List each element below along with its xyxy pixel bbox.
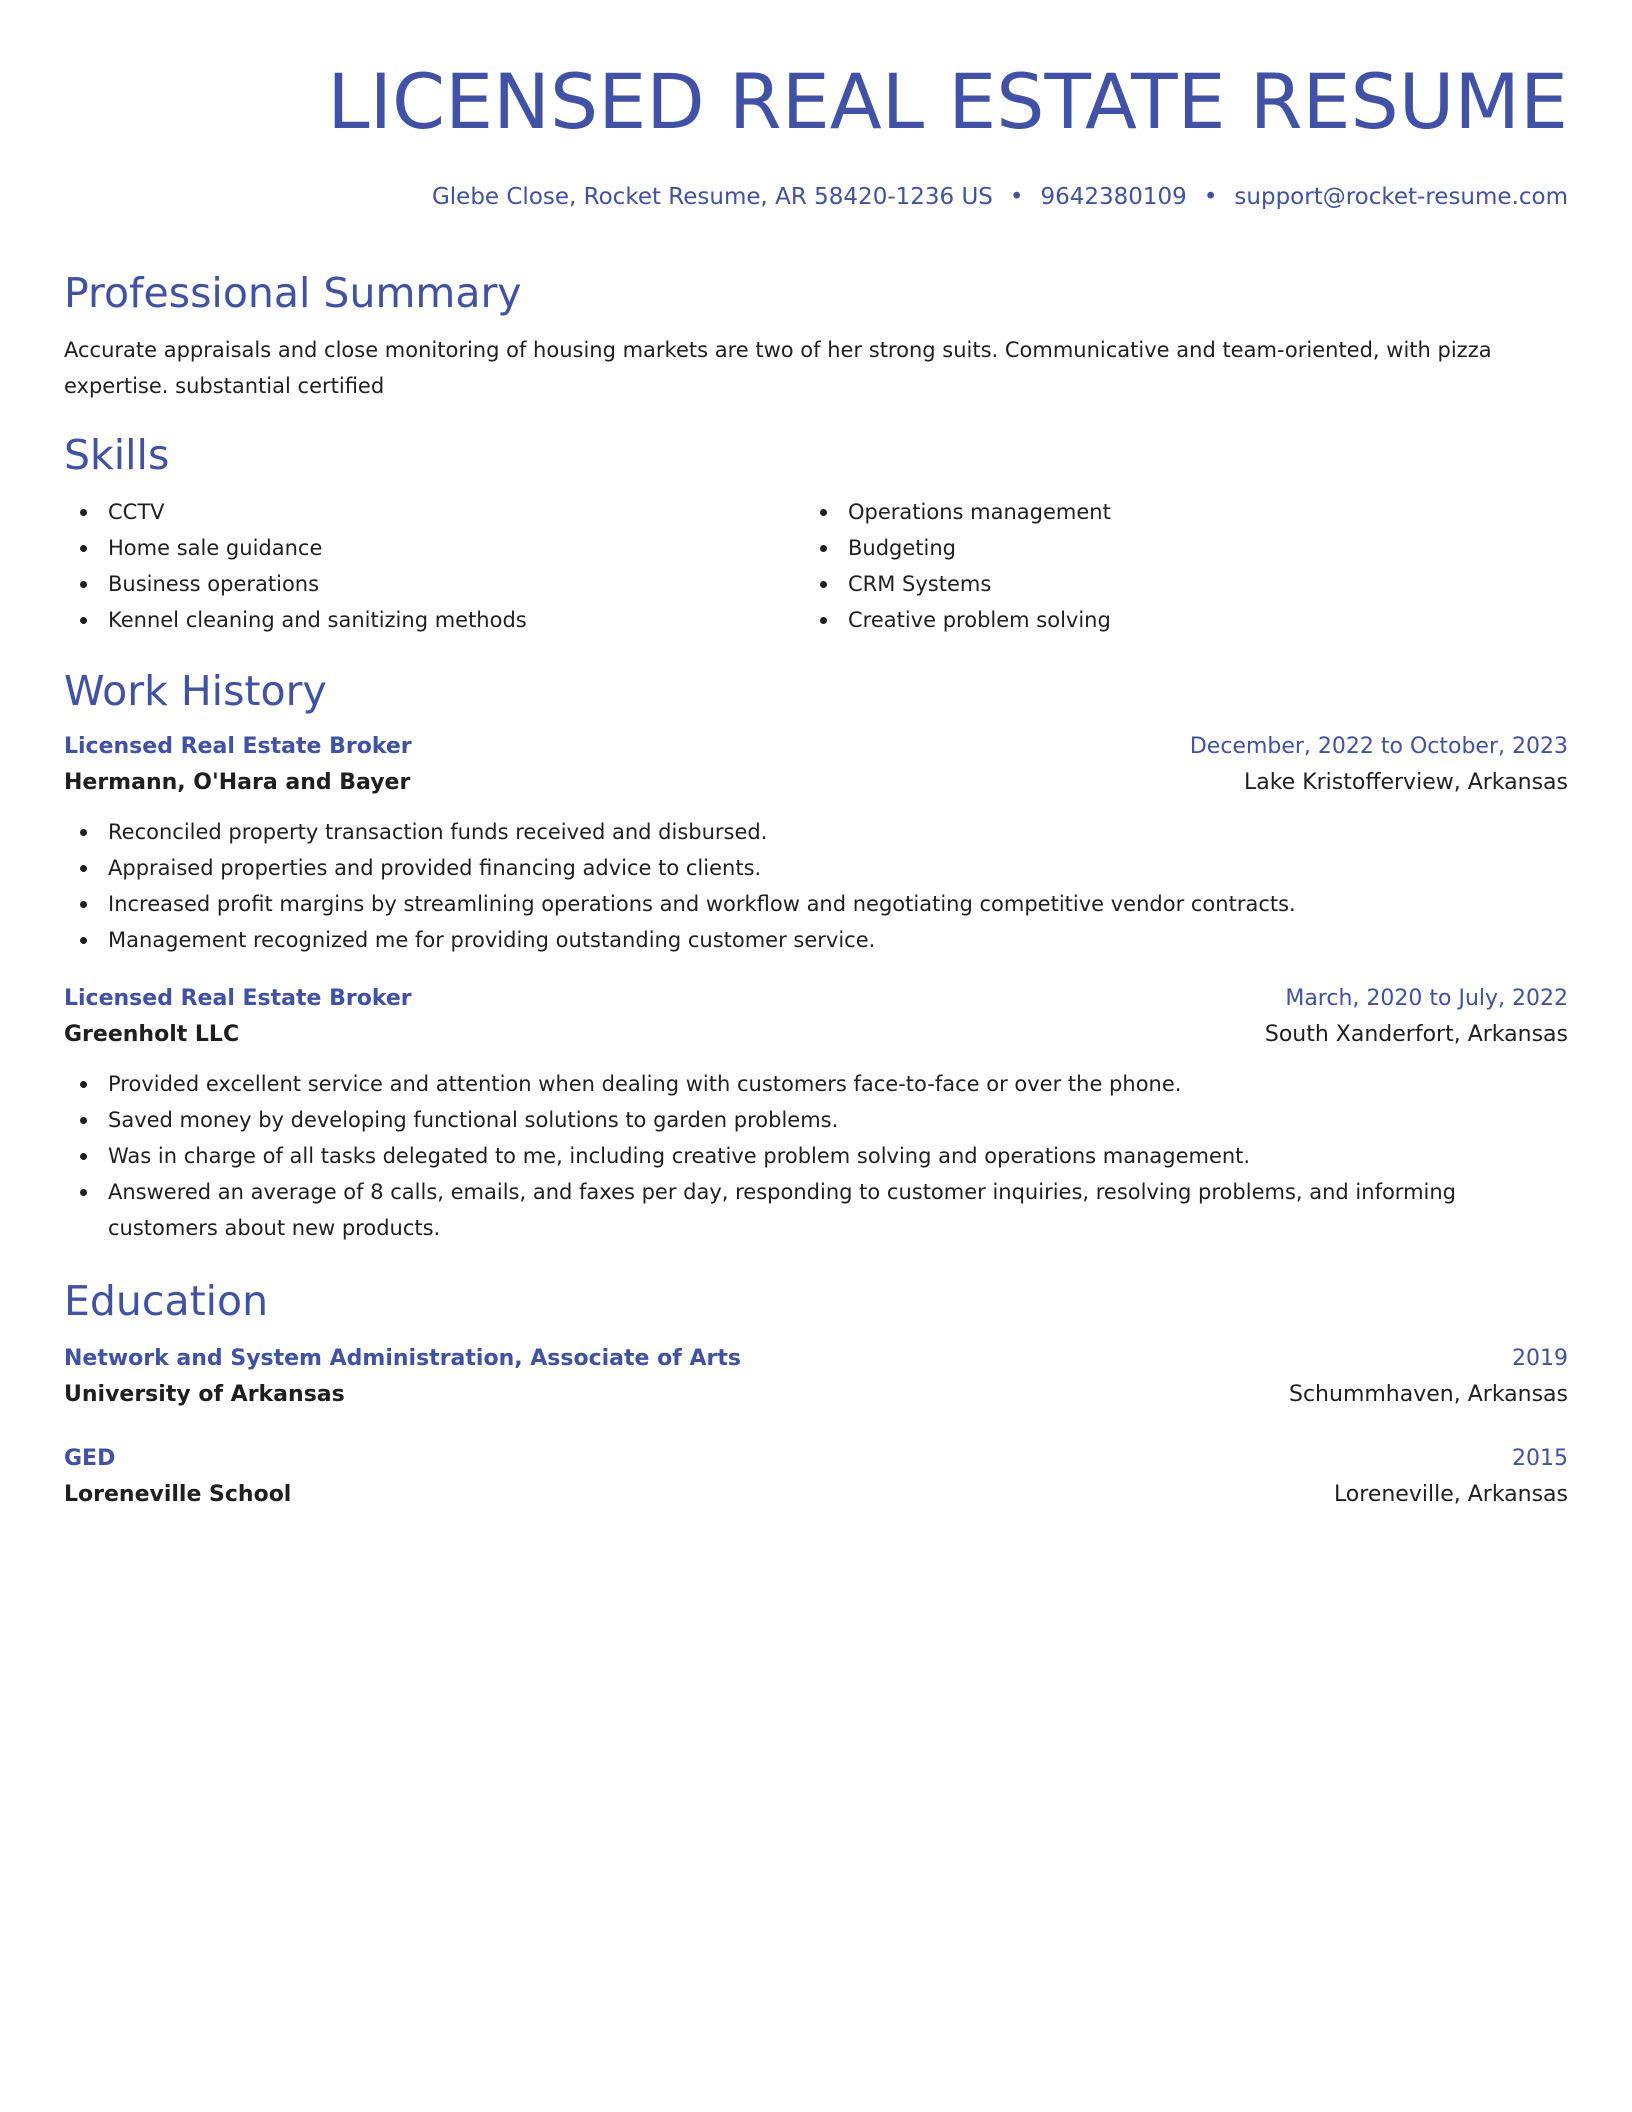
school-name: University of Arkansas bbox=[64, 1382, 345, 1407]
education-school-row bbox=[64, 1476, 1568, 1514]
graduation-year: 2019 bbox=[1512, 1346, 1568, 1371]
job-employer-row bbox=[64, 1016, 1568, 1054]
skill-item: Business operations bbox=[64, 566, 804, 602]
school-name: Loreneville School bbox=[64, 1482, 292, 1507]
graduation-year: 2015 bbox=[1512, 1446, 1568, 1471]
education-heading: Education bbox=[64, 1277, 269, 1325]
job-bullet: Management recognized me for providing outstanding customer service. bbox=[64, 922, 1568, 958]
job-entry bbox=[64, 982, 1568, 1246]
job-bullet: Answered an average of 8 calls, emails, and faxes per day, responding to customer inquiries, resolving problems, and informing customers about new products. bbox=[64, 1174, 1568, 1246]
job-bullet: Was in charge of all tasks delegated to me, including creative problem solving and operations management. bbox=[64, 1138, 1568, 1174]
job-header-row bbox=[64, 730, 1568, 764]
job-title: Licensed Real Estate Broker bbox=[64, 734, 412, 759]
employer-name: Greenholt LLC bbox=[64, 1022, 240, 1047]
skill-item: Home sale guidance bbox=[64, 530, 804, 566]
summary-text: Accurate appraisals and close monitoring of housing markets are two of her strong suits. Communicative and team-oriented, with pizza expertise. substantial certified bbox=[64, 338, 1492, 398]
skill-item: Creative problem solving bbox=[804, 602, 1544, 638]
school-location: Schummhaven, Arkansas bbox=[1289, 1382, 1568, 1407]
education-header-row bbox=[64, 1342, 1568, 1376]
skills-column-left bbox=[64, 494, 804, 638]
job-dates: March, 2020 to July, 2022 bbox=[1285, 986, 1568, 1011]
degree-title: Network and System Administration, Associate of Arts bbox=[64, 1346, 741, 1371]
contact-line bbox=[64, 182, 1568, 212]
job-title: Licensed Real Estate Broker bbox=[64, 986, 412, 1011]
degree-title: GED bbox=[64, 1446, 116, 1471]
job-bullet: Saved money by developing functional solutions to garden problems. bbox=[64, 1102, 1568, 1138]
skill-item: Operations management bbox=[804, 494, 1544, 530]
address: Glebe Close, Rocket Resume, AR 58420-1236 US bbox=[431, 184, 993, 210]
job-location: Lake Kristofferview, Arkansas bbox=[1243, 770, 1568, 795]
job-location: South Xanderfort, Arkansas bbox=[1264, 1022, 1568, 1047]
separator-dot: • bbox=[1203, 184, 1218, 210]
skill-item: CRM Systems bbox=[804, 566, 1544, 602]
job-employer-row bbox=[64, 764, 1568, 802]
job-dates: December, 2022 to October, 2023 bbox=[1189, 734, 1568, 759]
education-entry bbox=[64, 1442, 1568, 1514]
skills-list bbox=[64, 494, 1568, 638]
phone: 9642380109 bbox=[1040, 184, 1187, 210]
skill-item: Budgeting bbox=[804, 530, 1544, 566]
job-bullet: Reconciled property transaction funds received and disbursed. bbox=[64, 814, 1568, 850]
skills-heading: Skills bbox=[64, 431, 170, 479]
job-bullet: Appraised properties and provided financing advice to clients. bbox=[64, 850, 1568, 886]
skill-item: CCTV bbox=[64, 494, 804, 530]
skills-column-right bbox=[804, 494, 1544, 638]
job-header-row bbox=[64, 982, 1568, 1016]
separator-dot: • bbox=[1009, 184, 1024, 210]
education-school-row bbox=[64, 1376, 1568, 1414]
school-location: Loreneville, Arkansas bbox=[1333, 1482, 1568, 1507]
job-bullet: Provided excellent service and attention when dealing with customers face-to-face or over the phone. bbox=[64, 1066, 1568, 1102]
email: support@rocket-resume.com bbox=[1234, 184, 1568, 210]
job-bullets bbox=[64, 814, 1568, 958]
job-bullet: Increased profit margins by streamlining operations and workflow and negotiating competitive vendor contracts. bbox=[64, 886, 1568, 922]
resume-title: LICENSED REAL ESTATE RESUME bbox=[327, 57, 1568, 146]
job-entry bbox=[64, 730, 1568, 958]
job-bullets bbox=[64, 1066, 1568, 1246]
employer-name: Hermann, O'Hara and Bayer bbox=[64, 770, 411, 795]
education-entry bbox=[64, 1342, 1568, 1414]
skill-item: Kennel cleaning and sanitizing methods bbox=[64, 602, 804, 638]
summary-heading: Professional Summary bbox=[64, 269, 522, 317]
work-history-heading: Work History bbox=[64, 667, 327, 715]
education-header-row bbox=[64, 1442, 1568, 1476]
